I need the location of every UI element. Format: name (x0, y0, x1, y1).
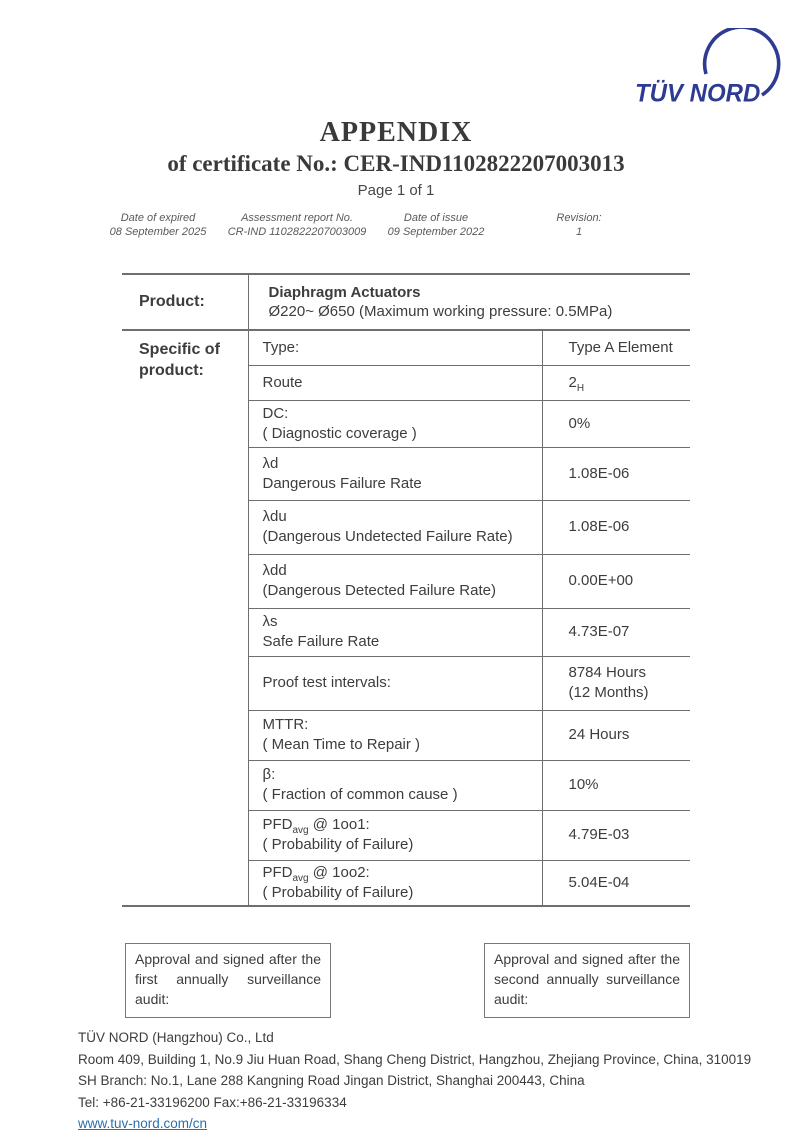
approval-boxes (125, 943, 690, 1018)
product-description: Ø220~ Ø650 (Maximum working pressure: 0.5MPa) (268, 303, 613, 320)
first-surveillance-approval-box: Approval and signed after the first annually surveillance audit: (125, 943, 331, 1018)
spec-value: 4.79E-03 (542, 810, 690, 860)
spec-param: DC: ( Diagnostic coverage ) (248, 400, 542, 447)
page-indicator: Page 1 of 1 (357, 182, 435, 199)
product-content (248, 274, 690, 330)
specification-table (122, 273, 690, 907)
footer (78, 1027, 778, 1131)
spec-param: λdu (Dangerous Undetected Failure Rate) (248, 500, 542, 554)
assessment-report-label: Assessment report No. (241, 212, 353, 224)
spec-param: β: ( Fraction of common cause ) (248, 760, 542, 810)
assessment-report-value: CR-IND 1102822207003009 (227, 226, 367, 238)
certificate-meta (0, 211, 800, 251)
revision (556, 211, 601, 239)
spec-param: Route (248, 365, 542, 400)
certificate-number-line: of certificate No.: CER-IND1102822207003013 (167, 151, 625, 176)
revision-value: 1 (575, 226, 583, 238)
date-of-expired-value: 08 September 2025 (109, 226, 207, 238)
spec-value: $2_H$ (542, 365, 690, 400)
logo-wordmark: TÜV NORD (635, 79, 761, 108)
spec-row-type (122, 330, 690, 365)
title-block (0, 117, 792, 199)
product-name: Diaphragm Actuators (268, 284, 421, 301)
revision-label: Revision: (556, 212, 602, 224)
date-of-expired-label: Date of expired (120, 212, 196, 224)
spec-value: 1.08E-06 (542, 447, 690, 500)
spec-param: λs Safe Failure Rate (248, 608, 542, 656)
spec-param: $PFD_{avg}$ @ 1oo2: ( Probability of Failure) (248, 860, 542, 906)
date-of-issue-value: 09 September 2022 (387, 226, 485, 238)
product-label: Product: (122, 274, 248, 330)
page-title: APPENDIX (319, 117, 473, 148)
assessment-report-no (228, 211, 367, 239)
date-of-expired (110, 211, 207, 239)
spec-value: 0% (542, 400, 690, 447)
tuv-nord-logo (615, 28, 790, 113)
spec-value: 10% (542, 760, 690, 810)
spec-param: λdd (Dangerous Detected Failure Rate) (248, 554, 542, 608)
spec-value: 24 Hours (542, 710, 690, 760)
spec-value: 4.73E-07 (542, 608, 690, 656)
footer-company: TÜV NORD (Hangzhou) Co., Ltd (78, 1030, 274, 1045)
date-of-issue-label: Date of issue (403, 212, 469, 224)
second-surveillance-approval-box: Approval and signed after the second annually surveillance audit: (484, 943, 690, 1018)
footer-address-2: SH Branch: No.1, Lane 288 Kangning Road Jingan District, Shanghai 200443, China (78, 1073, 585, 1088)
spec-value: Type A Element (542, 330, 690, 365)
spec-param: Proof test intervals: (248, 656, 542, 710)
spec-param: MTTR: ( Mean Time to Repair ) (248, 710, 542, 760)
specific-of-product-label: Specific of product: (122, 330, 248, 906)
spec-param: Type: (248, 330, 542, 365)
spec-param: $PFD_{avg}$ @ 1oo1: ( Probability of Failure) (248, 810, 542, 860)
footer-address-1: Room 409, Building 1, No.9 Jiu Huan Road, Shang Cheng District, Hangzhou, Zhejiang Province, China, 310019 (78, 1051, 752, 1067)
spec-value: 0.00E+00 (542, 554, 690, 608)
spec-value: 5.04E-04 (542, 860, 690, 906)
footer-phone-fax: Tel: +86-21-33196200 Fax:+86-21-33196334 (78, 1094, 347, 1110)
spec-value: 8784 Hours (12 Months) (542, 656, 690, 710)
website-link[interactable]: www.tuv-nord.com/cn (78, 1116, 208, 1131)
spec-value: 1.08E-06 (542, 500, 690, 554)
product-row (122, 274, 690, 330)
date-of-issue (388, 211, 485, 239)
spec-param: λd Dangerous Failure Rate (248, 447, 542, 500)
